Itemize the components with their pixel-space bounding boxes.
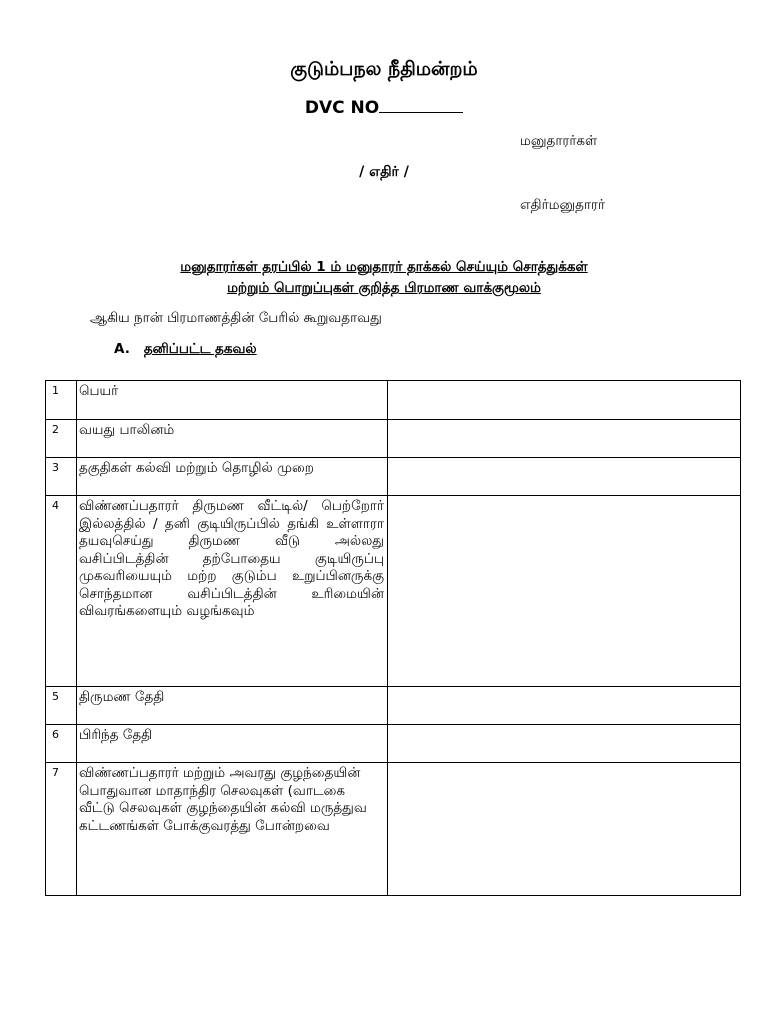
table-row xyxy=(46,687,741,725)
row-label: தகுதிகள் கல்வி மற்றும் தொழில் முறை xyxy=(77,458,388,496)
document-heading-line-2: மற்றும் பொறுப்புகள் குறித்த பிரமாண வாக்குமூலம் xyxy=(227,280,541,296)
table-row xyxy=(46,458,741,496)
section-letter: A. xyxy=(114,341,130,357)
table-row xyxy=(46,496,741,687)
respondent-label: எதிர்மனுதாரர் xyxy=(520,197,606,213)
row-value-cell[interactable] xyxy=(388,496,741,687)
row-number: 5 xyxy=(46,687,77,725)
section-title: தனிப்பட்ட தகவல் xyxy=(143,341,257,357)
row-value-cell[interactable] xyxy=(388,420,741,458)
row-number: 2 xyxy=(46,420,77,458)
row-value-cell[interactable] xyxy=(388,763,741,896)
table-row xyxy=(46,420,741,458)
table-row xyxy=(46,381,741,420)
case-number-blank[interactable] xyxy=(379,98,463,113)
row-value-cell[interactable] xyxy=(388,458,741,496)
row-label: திருமண தேதி xyxy=(77,687,388,725)
row-number: 1 xyxy=(46,381,77,420)
row-number: 3 xyxy=(46,458,77,496)
document-heading-line-1: மனுதாரர்கள் தரப்பில் 1 ம் மனுதாரர் தாக்கல் செய்யும் சொத்துக்கள் xyxy=(180,259,588,275)
row-number: 4 xyxy=(46,496,77,687)
row-label: பிரிந்த தேதி xyxy=(77,725,388,763)
section-heading xyxy=(114,341,257,359)
row-label: வயது பாலினம் xyxy=(77,420,388,458)
row-label: விண்ணப்பதாரர் மற்றும் அவரது குழந்தையின் பொதுவான மாதாந்திர செலவுகள் (வாடகை வீட்டு செலவுகள் குழந்தையின் கல்வி மருத்துவ கட்டணங்கள் போக்குவரத்து போன்றவை xyxy=(77,763,388,896)
row-value-cell[interactable] xyxy=(388,725,741,763)
personal-info-table xyxy=(45,380,741,896)
intro-statement: ஆகிய நான் பிரமாணத்தின் பேரில் கூறுவதாவது xyxy=(90,310,382,326)
court-title: குடும்பநல நீதிமன்றம் xyxy=(290,58,478,80)
row-number: 7 xyxy=(46,763,77,896)
case-number-label: DVC NO xyxy=(304,98,380,118)
row-value-cell[interactable] xyxy=(388,687,741,725)
row-label: விண்ணப்பதாரர் திருமண வீட்டில்/ பெற்றோர் இல்லத்தில் / தனி குடியிருப்பில் தங்கி உள்ளாரா தயவுசெய்து திருமண வீடு அல்லது வசிப்பிடத்தின் தற்போதைய குடியிருப்பு முகவரியையும் மற்ற குடும்ப உறுப்பினருக்கு சொந்தமான வசிப்பிடத்தின் உரிமையின் விவரங்களையும் வழங்கவும் xyxy=(77,496,388,687)
table-row xyxy=(46,725,741,763)
row-value-cell[interactable] xyxy=(388,381,741,420)
versus-label: / எதிர் / xyxy=(359,164,409,180)
table-row xyxy=(46,763,741,896)
row-label: பெயர் xyxy=(77,381,388,420)
petitioners-label: மனுதாரர்கள் xyxy=(520,133,598,149)
case-number-line xyxy=(0,98,768,118)
row-number: 6 xyxy=(46,725,77,763)
